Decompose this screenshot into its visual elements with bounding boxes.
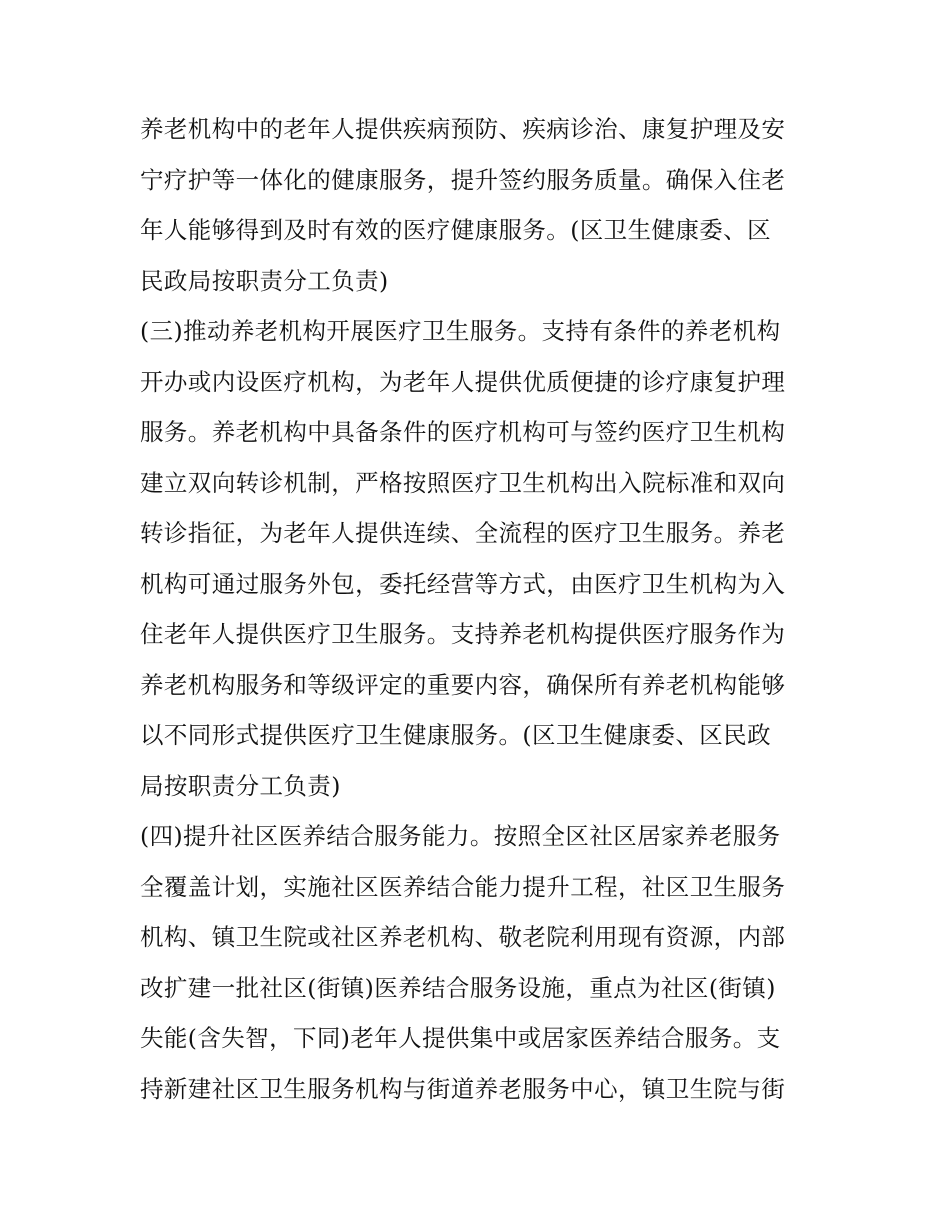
- text-line: 建立双向转诊机制，严格按照医疗卫生机构出入院标准和双向: [140, 468, 786, 497]
- text-line: 全覆盖计划，实施社区医养结合能力提升工程，社区卫生服务: [140, 872, 786, 901]
- text-line: 服务。养老机构中具备条件的医疗机构可与签约医疗卫生机构: [140, 418, 786, 446]
- text-line: 住老年人提供医疗卫生服务。支持养老机构提供医疗服务作为: [140, 620, 786, 648]
- text-line: 养老机构中的老年人提供疾病预防、疾病诊治、康复护理及安: [140, 115, 786, 143]
- text-line: 宁疗护等一体化的健康服务，提升签约服务质量。确保入住老: [140, 165, 786, 194]
- text-line: 养老机构服务和等级评定的重要内容，确保所有养老机构能够: [140, 670, 786, 699]
- text-line: 机构、镇卫生院或社区养老机构、敬老院利用现有资源，内部: [140, 923, 786, 951]
- text-line: 机构可通过服务外包，委托经营等方式，由医疗卫生机构为入: [140, 569, 786, 598]
- text-line: 转诊指征，为老年人提供连续、全流程的医疗卫生服务。养老: [140, 519, 786, 547]
- text-line: 民政局按职责分工负责): [140, 266, 389, 295]
- text-line: 持新建社区卫生服务机构与街道养老服务中心，镇卫生院与街: [140, 1074, 786, 1103]
- text-line: 开办或内设医疗机构，为老年人提供优质便捷的诊疗康复护理: [140, 367, 786, 396]
- section-heading-line: (三)推动养老机构开展医疗卫生服务。支持有条件的养老机构: [140, 317, 781, 345]
- text-line: 失能(含失智，下同)老年人提供集中或居家医养结合服务。支: [140, 1024, 781, 1052]
- text-line: 局按职责分工负责): [140, 771, 341, 800]
- body-text: [140, 104, 820, 1114]
- text-line: 以不同形式提供医疗卫生健康服务。(区卫生健康委、区民政: [140, 721, 771, 749]
- section-heading-line: (四)提升社区医养结合服务能力。按照全区社区居家养老服务: [140, 822, 781, 850]
- text-line: 改扩建一批社区(街镇)医养结合服务设施，重点为社区(街镇): [140, 973, 776, 1002]
- text-line: 年人能够得到及时有效的医疗健康服务。(区卫生健康委、区: [140, 216, 771, 244]
